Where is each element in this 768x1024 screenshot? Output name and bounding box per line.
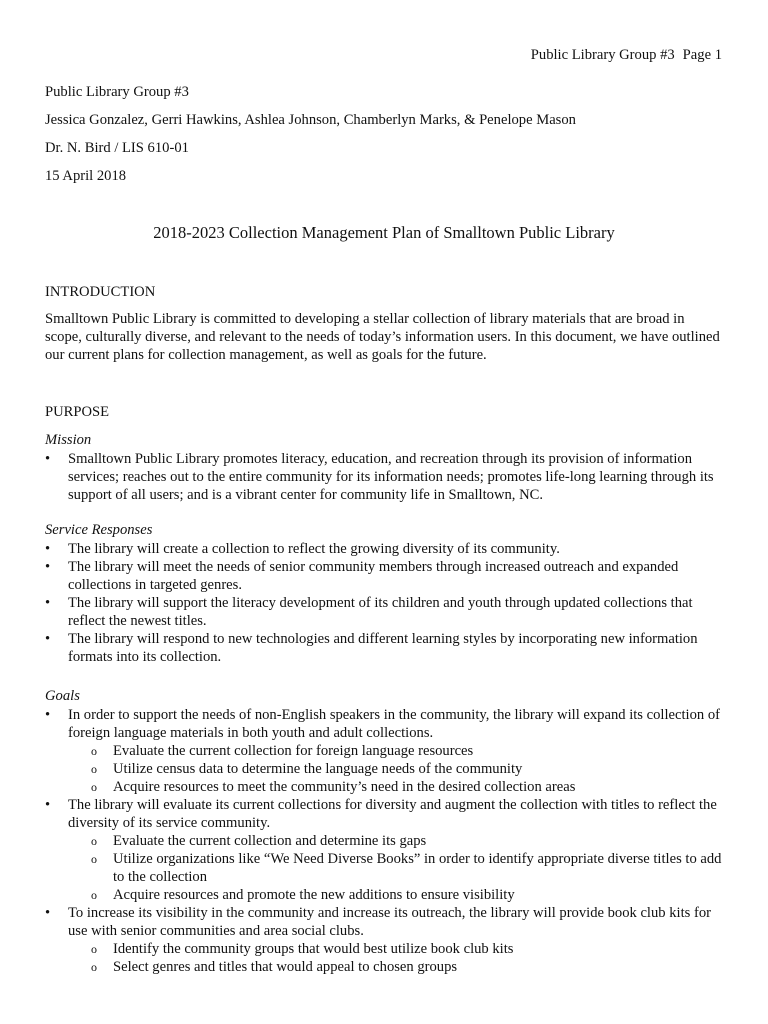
goal-text: To increase its visibility in the community and increase its outreach, the library will provide book club kits for use with senior communities and area social clubs. [68, 905, 711, 939]
document-title: 2018-2023 Collection Management Plan of Smalltown Public Library [153, 223, 615, 242]
service-responses-heading: Service Responses [45, 522, 153, 538]
authors: Jessica Gonzalez, Gerri Hawkins, Ashlea Johnson, Chamberlyn Marks, & Penelope Mason [45, 112, 576, 128]
goal-item [45, 904, 725, 976]
header-page-number: Page 1 [682, 47, 722, 63]
list-item: • Smalltown Public Library promotes literacy, education, and recreation through its provision of information services; reaches out to the entire community for its information needs; promotes life-long learning through its support of all users; and is a vibrant center for community life in Smalltown, NC. [45, 450, 725, 504]
subtask-item: o Select genres and titles that would appeal to chosen groups [68, 958, 725, 976]
subtask-item: o Identify the community groups that would best utilize book club kits [68, 940, 725, 958]
subtask-item: o Utilize organizations like “We Need Diverse Books” in order to identify appropriate diverse titles to add to the collection [68, 850, 725, 886]
list-item: • The library will support the literacy development of its children and youth through updated collections that reflect the newest titles. [45, 594, 725, 630]
goal-text: In order to support the needs of non-English speakers in the community, the library will expand its collection of foreign language materials in both youth and adult collections. [68, 707, 720, 741]
purpose-heading: PURPOSE [45, 404, 110, 420]
goal-text: The library will evaluate its current collections for diversity and augment the collection with titles to reflect the diversity of its service community. [68, 797, 717, 831]
introduction-heading: INTRODUCTION [45, 284, 156, 300]
goal-subtasks [68, 742, 725, 796]
group-name: Public Library Group #3 [45, 84, 189, 100]
list-item: • The library will meet the needs of senior community members through increased outreach and expanded collections in targeted genres. [45, 558, 725, 594]
list-item: • The library will respond to new technologies and different learning styles by incorporating new information formats into its collection. [45, 630, 725, 666]
subtask-item: o Acquire resources to meet the community’s need in the desired collection areas [68, 778, 725, 796]
mission-heading: Mission [45, 432, 92, 448]
goal-subtasks [68, 832, 725, 904]
subtask-item: o Evaluate the current collection and determine its gaps [68, 832, 725, 850]
service-responses-list [45, 540, 725, 666]
subtask-item: o Acquire resources and promote the new additions to ensure visibility [68, 886, 725, 904]
goal-item [45, 796, 725, 904]
goals-list [45, 706, 725, 976]
goals-heading: Goals [45, 688, 80, 704]
date: 15 April 2018 [45, 168, 127, 184]
subtask-item: o Evaluate the current collection for foreign language resources [68, 742, 725, 760]
goal-item [45, 706, 725, 796]
goal-subtasks [68, 940, 725, 976]
instructor-course: Dr. N. Bird / LIS 610-01 [45, 140, 189, 156]
list-item: • The library will create a collection to reflect the growing diversity of its community. [45, 540, 725, 558]
running-header [531, 46, 722, 64]
header-group: Public Library Group #3 [530, 47, 675, 63]
subtask-item: o Utilize census data to determine the language needs of the community [68, 760, 725, 778]
mission-list [45, 450, 725, 504]
introduction-text: Smalltown Public Library is committed to developing a stellar collection of library materials that are broad in scope, culturally diverse, and relevant to the needs of today’s information users. In this document, we have outlined our current plans for collection management, as well as goals for the future. [45, 311, 720, 363]
